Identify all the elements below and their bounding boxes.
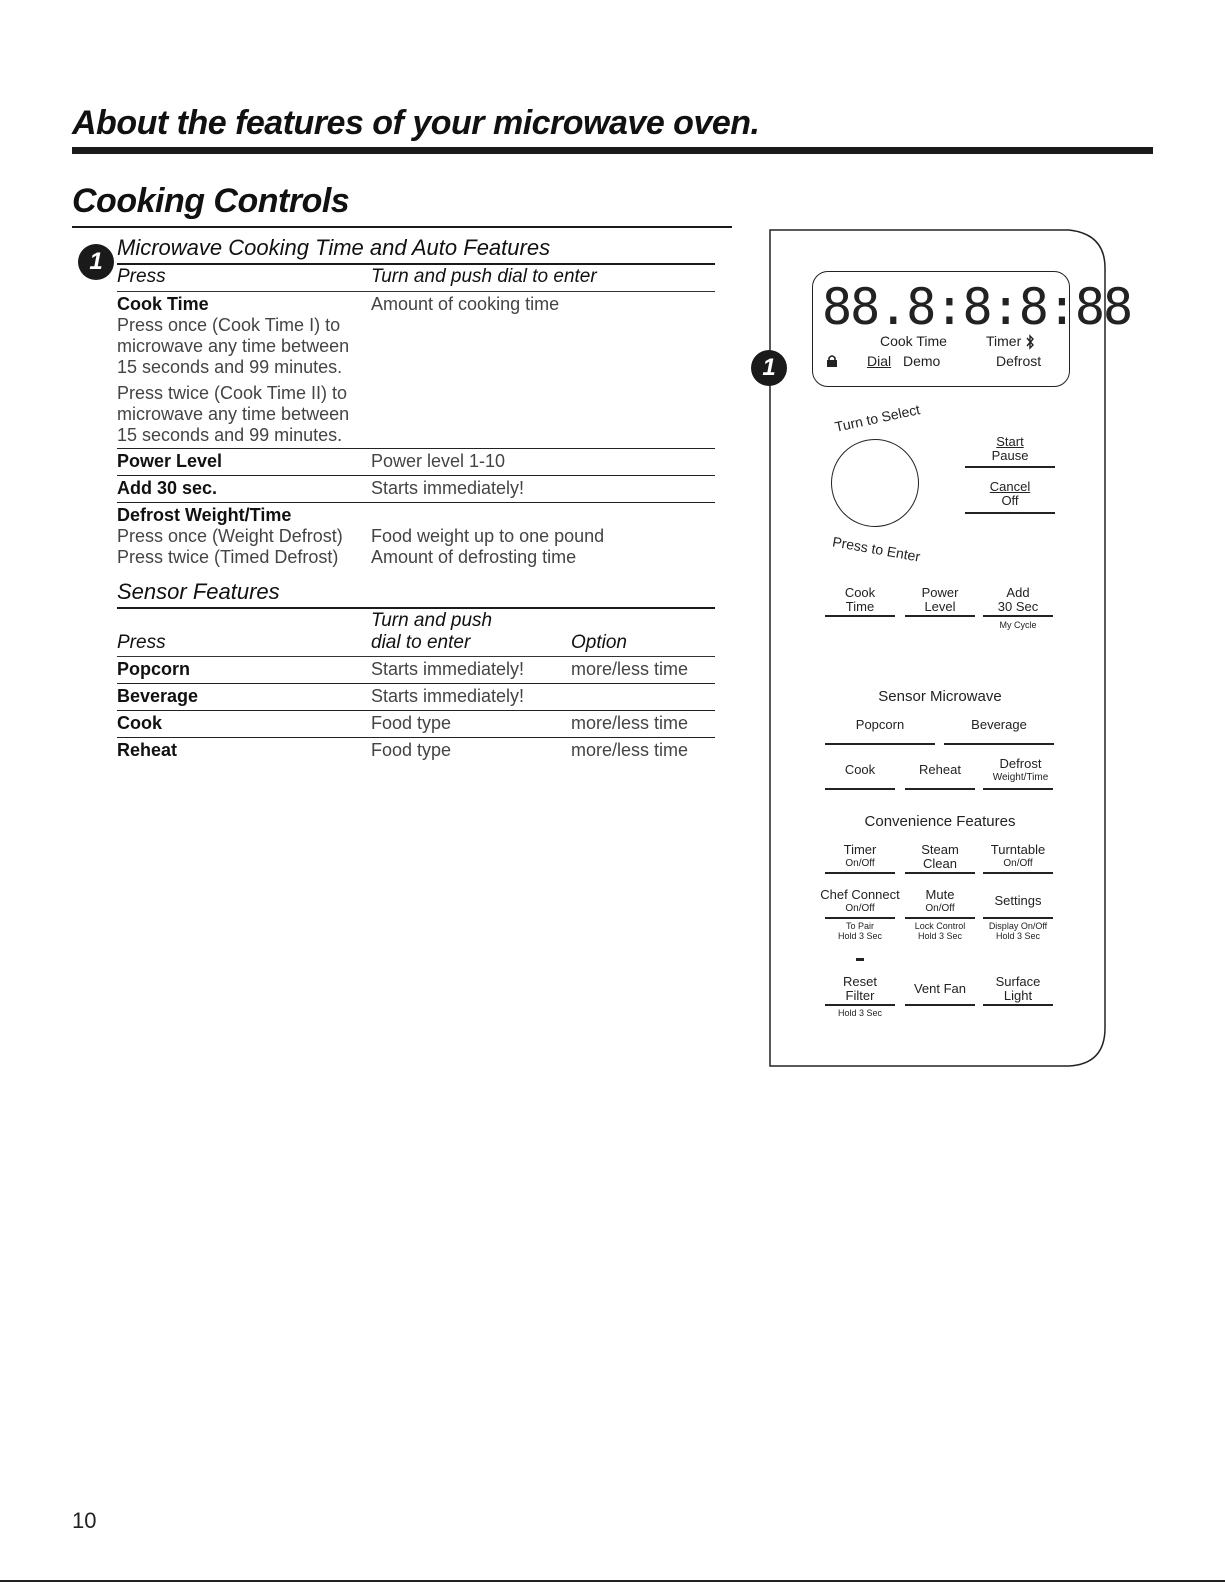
- sensor-action-beverage: Starts immediately!: [371, 686, 525, 706]
- button-underline: [825, 1004, 895, 1006]
- row-separator: [117, 710, 715, 711]
- button-underline: [825, 743, 935, 745]
- sensor-option-reheat: more/less time: [571, 740, 689, 760]
- steam-clean-button[interactable]: Steam Clean: [921, 842, 959, 871]
- sensor-action-cook: Food type: [371, 713, 452, 733]
- sensor-col-option: Option: [571, 632, 627, 653]
- sensor-col-turn-1: Turn and push: [371, 610, 493, 631]
- popcorn-button[interactable]: Popcorn: [855, 717, 905, 732]
- filter-indicator: [856, 958, 864, 961]
- button-underline: [983, 917, 1053, 919]
- sensor-microwave-heading: Sensor Microwave: [878, 688, 1002, 705]
- sensor-col-turn-2: dial to enter: [371, 632, 471, 653]
- feature-name-defrost: Defrost Weight/Time: [117, 505, 292, 525]
- feature-name-cook-time: Cook Time: [117, 294, 209, 314]
- reset-filter-hint: Hold 3 Sec: [837, 1008, 883, 1018]
- power-level-button[interactable]: Power Level: [921, 585, 959, 614]
- row-separator: [117, 448, 715, 449]
- cook-button[interactable]: Cook: [844, 762, 876, 777]
- chef-connect-hint: To Pair Hold 3 Sec: [837, 921, 883, 941]
- button-underline: [905, 615, 975, 617]
- dial-label-turn-to-select: Turn to Select: [833, 401, 922, 435]
- microwave-title-rule: [117, 263, 715, 265]
- section-title: Cooking Controls: [72, 182, 350, 220]
- defrost-actions: Food weight up to one pound Amount of defrosting time: [371, 526, 605, 567]
- button-underline: [825, 615, 895, 617]
- page-number: 10: [72, 1508, 97, 1533]
- sensor-section-title: Sensor Features: [117, 579, 280, 604]
- cook-time-button[interactable]: Cook Time: [844, 585, 876, 614]
- feature-name-add-30-sec: Add 30 sec.: [117, 478, 218, 498]
- sensor-action-popcorn: Starts immediately!: [371, 659, 525, 679]
- row-separator: [117, 475, 715, 476]
- button-underline: [983, 1004, 1053, 1006]
- cook-time-notes-2: Press twice (Cook Time II) to microwave any time between 15 seconds and 99 minutes.: [117, 383, 350, 445]
- vent-fan-button[interactable]: Vent Fan: [913, 981, 967, 996]
- lock-control-hint: Lock Control Hold 3 Sec: [914, 921, 966, 941]
- row-separator: [117, 683, 715, 684]
- defrost-weight-time-button[interactable]: Defrost Weight/Time: [992, 756, 1049, 783]
- button-underline: [983, 615, 1053, 617]
- row-separator: [117, 737, 715, 738]
- col-header-press: Press: [117, 266, 166, 287]
- sensor-name-popcorn: Popcorn: [117, 659, 191, 679]
- timer-on-off-button[interactable]: Timer On/Off: [843, 842, 877, 869]
- beverage-button[interactable]: Beverage: [971, 717, 1027, 732]
- button-underline: [965, 466, 1055, 468]
- panel-number-badge: 1: [751, 350, 787, 386]
- power-level-action: Power level 1-10: [371, 451, 506, 471]
- dial-label-press-to-enter: Press to Enter: [831, 533, 922, 565]
- col-header-turn: Turn and push dial to enter: [371, 266, 597, 287]
- sensor-col-press: Press: [117, 632, 166, 653]
- button-underline: [905, 872, 975, 874]
- defrost-notes: Press once (Weight Defrost) Press twice (Timed Defrost): [117, 526, 343, 567]
- button-underline: [983, 788, 1053, 790]
- sensor-option-popcorn: more/less time: [571, 659, 689, 679]
- chef-connect-button[interactable]: Chef Connect On/Off: [820, 887, 900, 914]
- feature-name-power-level: Power Level: [117, 451, 223, 471]
- button-underline: [983, 872, 1053, 874]
- sensor-name-beverage: Beverage: [117, 686, 199, 706]
- reheat-button[interactable]: Reheat: [919, 762, 961, 777]
- surface-light-button[interactable]: Surface Light: [995, 974, 1041, 1003]
- sensor-name-cook: Cook: [117, 713, 162, 733]
- feature-number-badge: 1: [78, 244, 114, 280]
- mute-on-off-button[interactable]: Mute On/Off: [925, 887, 955, 914]
- button-underline: [965, 512, 1055, 514]
- cancel-off-button[interactable]: Cancel Off: [989, 479, 1031, 508]
- seven-segment-display: 88.8:8:8:88: [822, 278, 1132, 336]
- row-separator: [117, 502, 715, 503]
- add-30-sec-button[interactable]: Add 30 Sec: [997, 585, 1039, 614]
- select-dial[interactable]: [831, 439, 919, 527]
- lock-icon: [826, 354, 838, 368]
- button-underline: [905, 917, 975, 919]
- page-header-title: About the features of your microwave oven.: [72, 104, 760, 142]
- display-label-timer: Timer: [986, 333, 1022, 349]
- display-label-defrost: Defrost: [996, 353, 1042, 369]
- sensor-action-reheat: Food type: [371, 740, 452, 760]
- start-pause-button[interactable]: Start Pause: [991, 434, 1029, 463]
- display-on-off-hint: Display On/Off Hold 3 Sec: [988, 921, 1048, 941]
- my-cycle-label: My Cycle: [999, 620, 1037, 630]
- col-header-rule: [117, 291, 715, 292]
- cook-time-action: Amount of cooking time: [371, 294, 560, 314]
- microwave-section-title: Microwave Cooking Time and Auto Features: [117, 235, 551, 260]
- button-underline: [905, 788, 975, 790]
- display-label-demo: Demo: [903, 353, 941, 369]
- bottom-rule: [0, 1580, 1225, 1582]
- display-label-dial: Dial: [867, 353, 892, 369]
- sensor-title-rule: [117, 607, 715, 609]
- display-label-cook-time: Cook Time: [880, 333, 947, 349]
- sensor-option-cook: more/less time: [571, 713, 689, 733]
- bluetooth-icon: [1025, 334, 1035, 350]
- turntable-on-off-button[interactable]: Turntable On/Off: [990, 842, 1046, 869]
- header-rule: [72, 147, 1153, 154]
- button-underline: [825, 788, 895, 790]
- button-underline: [905, 1004, 975, 1006]
- cook-time-notes: Press once (Cook Time I) to microwave any time between 15 seconds and 99 minutes.: [117, 315, 350, 377]
- button-underline: [944, 743, 1054, 745]
- settings-button[interactable]: Settings: [994, 893, 1042, 908]
- add-30-sec-action: Starts immediately!: [371, 478, 525, 498]
- button-underline: [825, 872, 895, 874]
- sensor-header-rule: [117, 656, 715, 657]
- button-underline: [825, 917, 895, 919]
- reset-filter-button[interactable]: Reset Filter: [843, 974, 877, 1003]
- section-rule: [72, 226, 732, 228]
- convenience-features-heading: Convenience Features: [864, 813, 1016, 830]
- sensor-name-reheat: Reheat: [117, 740, 178, 760]
